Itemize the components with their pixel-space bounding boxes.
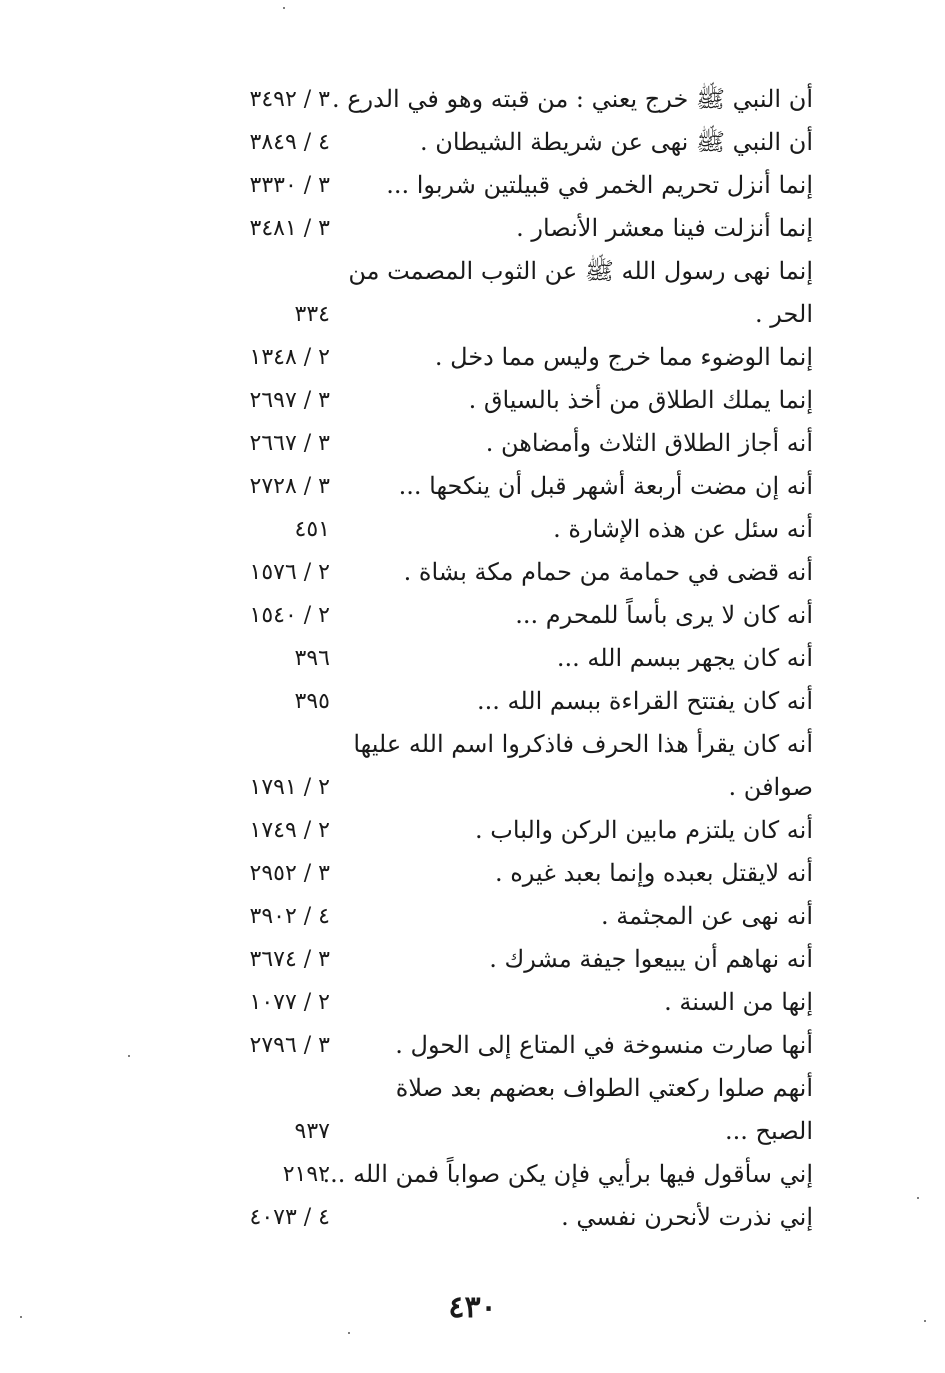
index-entry [0,336,945,379]
entry-reference: ٣ / ٢٧٢٨ [249,474,330,499]
entry-reference: ٤ / ٤٠٧٣ [249,1205,330,1230]
entry-text: إنها من السنة . [664,988,813,1016]
entry-reference: ٢١٩٢ [282,1162,330,1187]
scan-speck [283,7,285,9]
entry-text: أنه نهاهم أن يبيعوا جيفة مشرك . [489,945,813,973]
index-entry [0,164,945,207]
index-entry [0,121,945,164]
index-entry [0,1024,945,1067]
entry-reference: ٤ / ٣٨٤٩ [249,130,330,155]
index-entry-list [0,78,945,1239]
entry-reference: ٣ / ٢٧٩٦ [249,1033,330,1058]
entry-reference: ٣ / ٢٩٥٢ [249,861,330,886]
entry-text: إنما يملك الطلاق من أخذ بالسياق . [468,386,813,414]
index-entry [0,465,945,508]
entry-text: إنما نهى رسول الله ﷺ عن الثوب المصمت من [348,257,813,285]
entry-reference: ٢ / ١٧٤٩ [249,818,330,843]
index-entry [0,250,945,293]
entry-reference: ٣٩٥ [294,689,330,714]
index-entry [0,1067,945,1110]
entry-text: إني سأقول فيها برأيي فإن يكن صواباً فمن الله ... [322,1160,813,1188]
index-entry [0,680,945,723]
entry-reference: ٢ / ١٣٤٨ [249,345,330,370]
entry-reference: ٣ / ٢٦٦٧ [249,431,330,456]
entry-reference: ٤ / ٣٩٠٢ [249,904,330,929]
entry-reference: ٢ / ١٧٩١ [249,775,330,800]
entry-reference: ٢ / ١٥٧٦ [249,560,330,585]
entry-reference: ٢ / ١٠٧٧ [249,990,330,1015]
index-entry [0,594,945,637]
index-entry [0,1196,945,1239]
index-entry [0,809,945,852]
index-entry [0,422,945,465]
entry-text: أن النبي ﷺ خرج يعني : من قبته وهو في الدرع . [331,85,813,113]
index-entry [0,637,945,680]
entry-text: أنه لايقتل بعبده وإنما بعبد غيره . [494,859,813,887]
entry-reference: ٣٩٦ [294,646,330,671]
entry-reference: ٣ / ٣٤٩٢ [249,87,330,112]
index-entry [0,207,945,250]
index-entry [0,78,945,121]
entry-text: أن النبي ﷺ نهى عن شريطة الشيطان . [420,128,813,156]
entry-reference: ٣ / ٢٦٩٧ [249,388,330,413]
entry-reference [200,250,330,293]
entry-reference: ٤٥١ [294,517,330,542]
entry-text: أنها صارت منسوخة في المتاع إلى الحول . [395,1031,813,1059]
index-entry [0,1110,945,1153]
scan-speck [20,1316,22,1318]
index-entry [0,551,945,594]
index-entry [0,981,945,1024]
index-entry [0,766,945,809]
entry-reference: ٣ / ٣٦٧٤ [249,947,330,972]
index-entry [0,293,945,336]
entry-reference [200,723,330,766]
index-entry [0,895,945,938]
entry-text: إنما الوضوء مما خرج وليس مما دخل . [434,343,813,371]
entry-text: أنه كان لا يرى بأساً للمحرم ... [515,601,813,629]
index-entry [0,723,945,766]
index-entry [0,852,945,895]
page-number: ٤٣٠ [448,1290,497,1325]
entry-reference: ٩٣٧ [294,1119,330,1144]
entry-text: أنه قضى في حمامة من حمام مكة بشاة . [403,558,813,586]
scan-speck [917,1197,919,1199]
entry-reference: ٣ / ٣٣٣٠ [249,173,330,198]
entry-text: أنه كان يجهر ببسم الله ... [556,644,813,672]
entry-text: أنه إن مضت أربعة أشهر قبل أن ينكحها ... [398,472,813,500]
entry-reference [200,1067,330,1110]
entry-text: الصبح ... [724,1117,813,1145]
entry-text: أنه أجاز الطلاق الثلاث وأمضاهن . [485,429,813,457]
index-entry [0,379,945,422]
index-entry [0,508,945,551]
scan-speck [924,1320,926,1322]
index-entry [0,938,945,981]
scan-speck [348,1332,350,1334]
entry-text: أنه كان يلتزم مابين الركن والباب . [475,816,813,844]
entry-text: أنهم صلوا ركعتي الطواف بعضهم بعد صلاة [395,1074,813,1102]
scan-speck [128,1055,130,1057]
entry-text: أنه كان يفتتح القراءة ببسم الله ... [476,687,813,715]
entry-text: إنما أنزل تحريم الخمر في قبيلتين شربوا ... [386,171,813,199]
entry-text: أنه كان يقرأ هذا الحرف فاذكروا اسم الله عليها [353,730,813,758]
index-entry [0,1153,945,1196]
entry-text: إنما أنزلت فينا معشر الأنصار . [516,214,813,242]
entry-text: إني نذرت لأنحرن نفسي . [561,1203,813,1231]
entry-text: صوافن . [728,773,813,801]
entry-text: أنه سئل عن هذه الإشارة . [553,515,813,543]
entry-text: أنه نهى عن المجثمة . [600,902,813,930]
entry-reference: ٢ / ١٥٤٠ [249,603,330,628]
entry-reference: ٣٣٤ [294,302,330,327]
entry-reference: ٣ / ٣٤٨١ [249,216,330,241]
entry-text: الحر . [755,300,813,328]
